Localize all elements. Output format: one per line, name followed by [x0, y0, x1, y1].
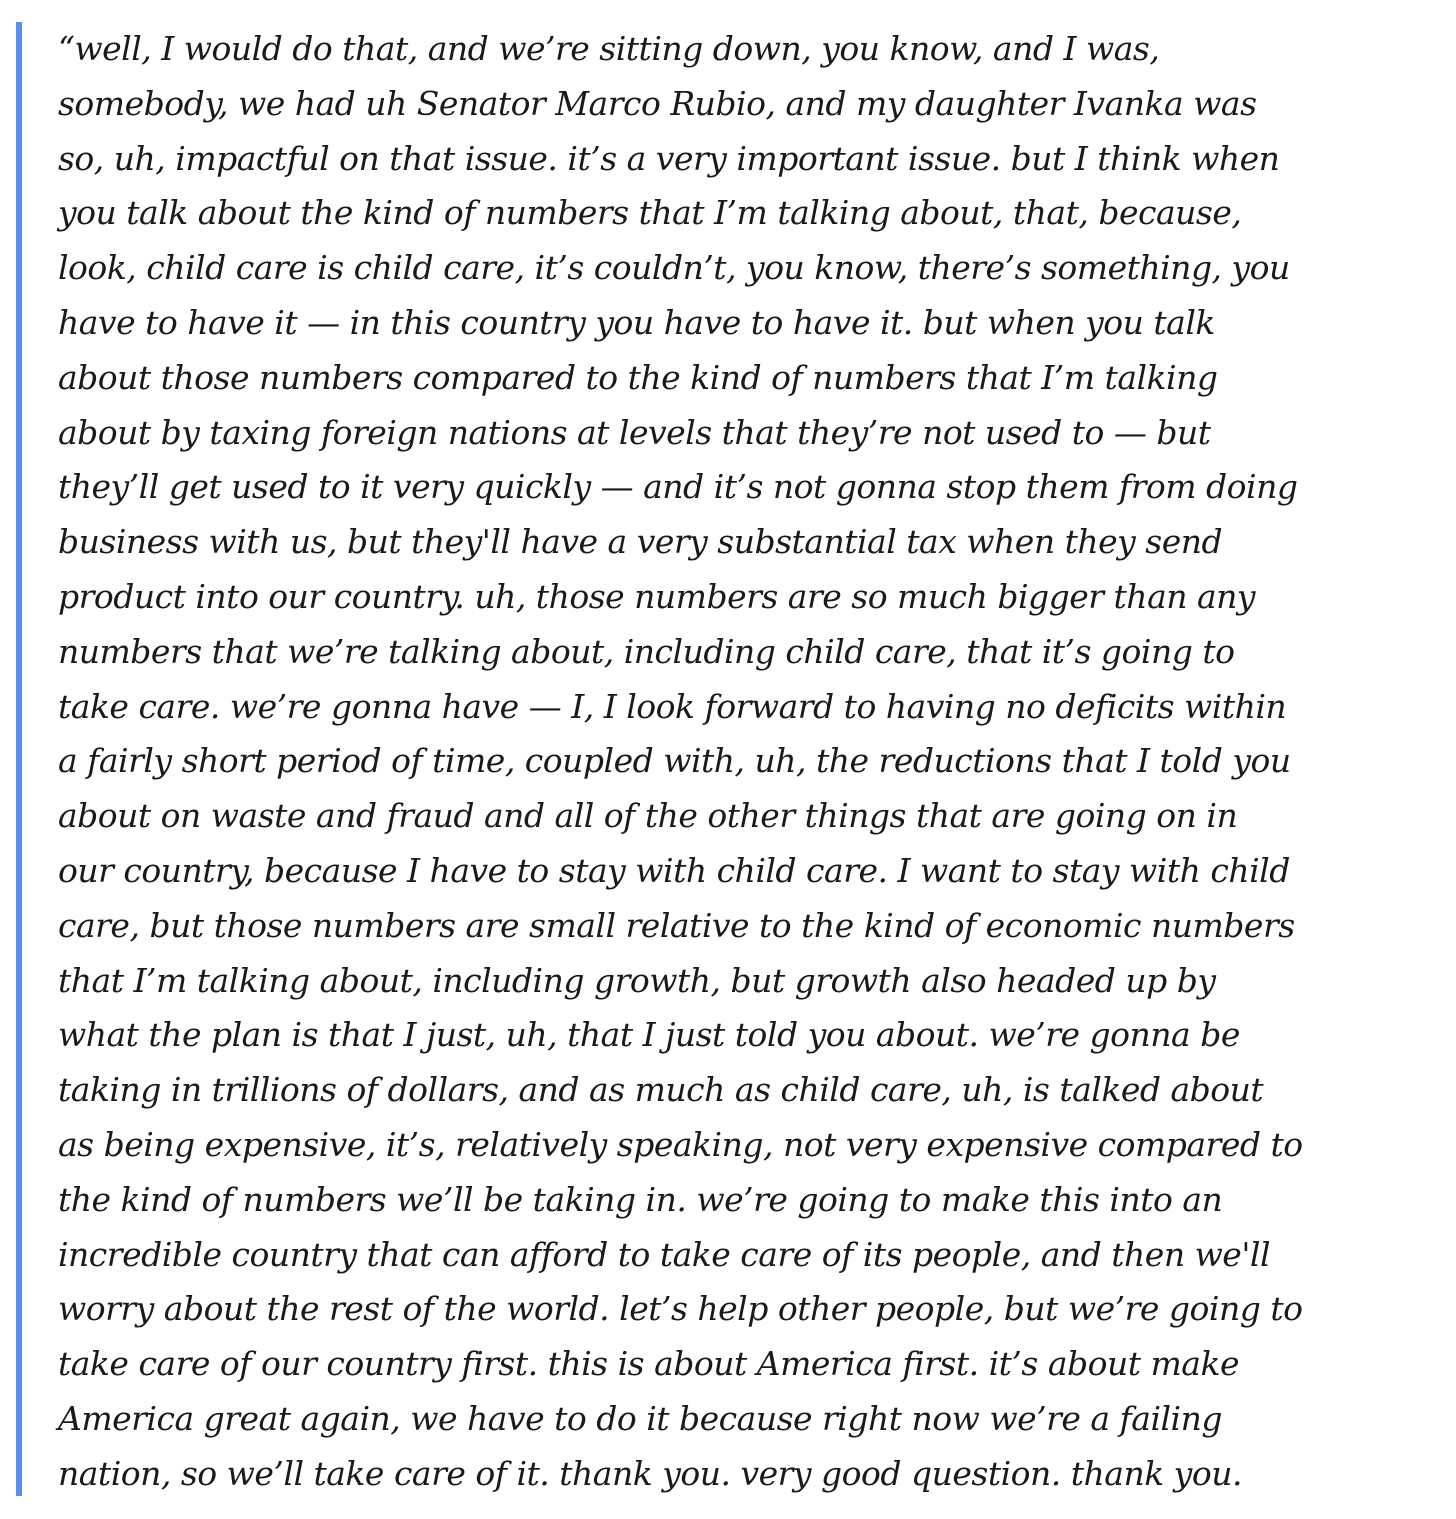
- quote-line: look, child care is child care, it’s couldn’t, you know, there’s something, you: [58, 248, 1290, 288]
- quote-line: as being expensive, it’s, relatively speaking, not very expensive compared to: [58, 1124, 1303, 1164]
- quote-line: business with us, but they'll have a very substantial tax when they send: [58, 522, 1223, 562]
- quote-line: care, but those numbers are small relative to the kind of economic numbers: [58, 905, 1295, 945]
- quote-line: have to have it — in this country you have to have it. but when you talk: [58, 302, 1215, 342]
- quote-line: taking in trillions of dollars, and as much as child care, uh, is talked about: [58, 1070, 1264, 1110]
- quote-line: take care. we’re gonna have — I, I look forward to having no deficits within: [58, 686, 1287, 726]
- blockquote: [16, 22, 1316, 1496]
- quote-line: so, uh, impactful on that issue. it’s a very important issue. but I think when: [58, 138, 1280, 178]
- quote-line: about those numbers compared to the kind of numbers that I’m talking: [58, 357, 1218, 397]
- quote-line: America great again, we have to do it because right now we’re a failing: [58, 1398, 1222, 1438]
- quote-line: somebody, we had uh Senator Marco Rubio, and my daughter Ivanka was: [58, 83, 1257, 123]
- quote-line: worry about the rest of the world. let’s help other people, but we’re going to: [58, 1289, 1303, 1329]
- quote-line: the kind of numbers we’ll be taking in. we’re going to make this into an: [58, 1179, 1223, 1219]
- quote-line: our country, because I have to stay with child care. I want to stay with child: [58, 850, 1290, 890]
- quote-line: “well, I would do that, and we’re sitting down, you know, and I was,: [58, 29, 1160, 68]
- quote-text: [58, 22, 1303, 1502]
- quote-line: take care of our country first. this is about America first. it’s about make: [58, 1344, 1239, 1384]
- quote-line: you talk about the kind of numbers that I’m talking about, that, because,: [58, 193, 1242, 233]
- quote-line: about on waste and fraud and all of the other things that are going on in: [58, 796, 1238, 836]
- quote-line: nation, so we’ll take care of it. thank you. very good question. thank you.: [58, 1453, 1242, 1493]
- quote-line: incredible country that can afford to take care of its people, and then we'll: [58, 1234, 1271, 1274]
- quote-line: that I’m talking about, including growth, but growth also headed up by: [58, 960, 1216, 1000]
- quote-line: numbers that we’re talking about, including child care, that it’s going to: [58, 631, 1235, 671]
- quote-line: about by taxing foreign nations at levels that they’re not used to — but: [58, 412, 1211, 452]
- quote-line: product into our country. uh, those numbers are so much bigger than any: [58, 576, 1256, 616]
- quote-line: what the plan is that I just, uh, that I just told you about. we’re gonna be: [58, 1015, 1240, 1055]
- quote-line: they’ll get used to it very quickly — and it’s not gonna stop them from doing: [58, 467, 1298, 507]
- quote-line: a fairly short period of time, coupled with, uh, the reductions that I told you: [58, 741, 1291, 781]
